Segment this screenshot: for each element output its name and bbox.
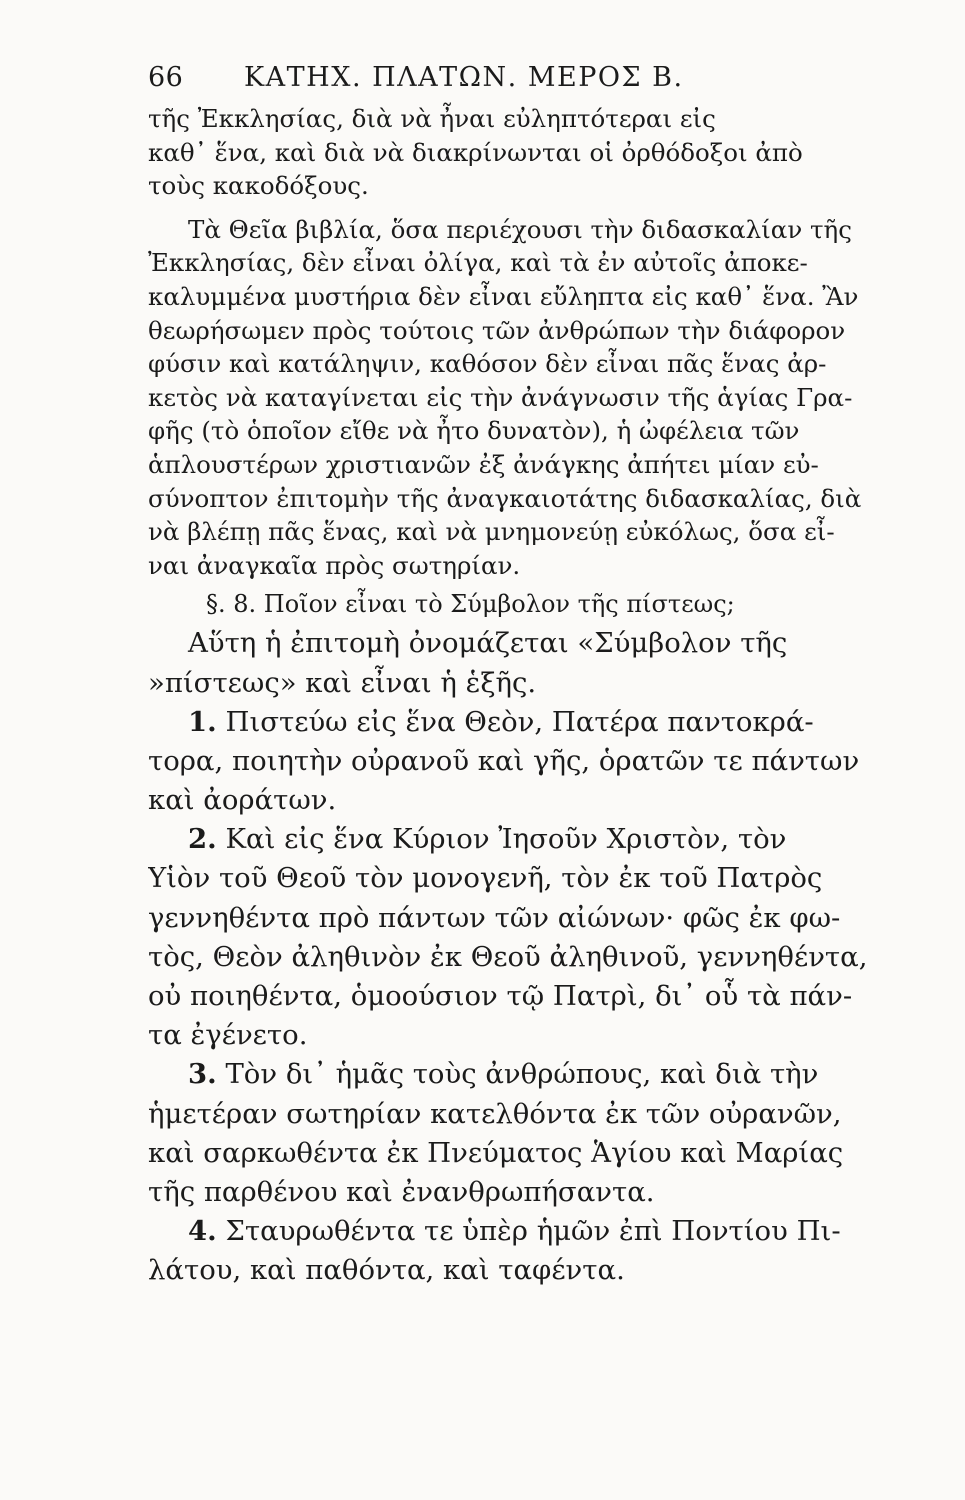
text-line: ἁπλουστέρων χριστιανῶν ἐξ ἀνάγκης ἀπήτει μίαν εὐ- <box>148 449 819 479</box>
text-line: ἡμετέραν σωτηρίαν κατελθόντα ἐκ τῶν οὐρανῶν, <box>148 1097 842 1130</box>
text-line: νὰ βλέπῃ πᾶς ἕνας, καὶ νὰ μνημονεύῃ εὐκόλως, ὅσα εἶ- <box>148 517 835 547</box>
creed-block <box>148 624 878 1290</box>
text-line: θεωρήσωμεν πρὸς τούτοις τῶν ἀνθρώπων τὴν διάφορον <box>148 315 846 345</box>
creed-article-1 <box>148 703 878 742</box>
text-line: οὐ ποιηθέντα, ὁμοούσιον τῷ Πατρὶ, δι᾽ οὗ τὰ πάν- <box>148 980 853 1012</box>
text-line: τὸς, Θεὸν ἀληθινὸν ἐκ Θεοῦ ἀληθινοῦ, γεννηθέντα, <box>148 940 868 973</box>
running-title: ΚΑΤΗΧ. ΠΛΑΤΩΝ. ΜΕΡΟΣ Β. <box>244 62 684 93</box>
article-number: 4. <box>188 1215 217 1248</box>
text-line: καὶ ἀοράτων. <box>148 784 337 817</box>
article-number: 1. <box>188 705 217 738</box>
text-line: κετὸς νὰ καταγίνεται εἰς τὴν ἀνάγνωσιν τῆς ἁγίας Γρα- <box>148 382 853 412</box>
text-line: Τὸν δι᾽ ἡμᾶς τοὺς ἀνθρώπους, καὶ διὰ τὴν <box>225 1058 819 1091</box>
answer-line: »πίστεως» καὶ εἶναι ἡ ἑξῆς. <box>148 666 537 699</box>
book-page <box>148 62 878 1291</box>
creed-article-4 <box>148 1212 878 1251</box>
answer-line: Αὕτη ἡ ἐπιτομὴ ὀνομάζεται «Σύμβολον τῆς <box>188 627 788 660</box>
page-number: 66 <box>148 62 184 93</box>
text-line: τα ἐγένετο. <box>148 1019 308 1052</box>
text-line: καλυμμένα μυστήρια δὲν εἶναι εὔληπτα εἰς καθ᾽ ἕνα. Ἂν <box>148 281 859 311</box>
text-line: Καὶ εἰς ἕνα Κύριον Ἰησοῦν Χριστὸν, τὸν <box>225 823 787 856</box>
text-line: ναι ἀναγκαῖα πρὸς σωτηρίαν. <box>148 550 521 580</box>
text-line: τοὺς κακοδόξους. <box>148 171 369 201</box>
article-number: 2. <box>188 823 217 856</box>
text-line: φῆς (τὸ ὁποῖον εἴθε νὰ ἦτο δυνατὸν), ἡ ὠφέλεια τῶν <box>148 416 800 446</box>
text-line: γεννηθέντα πρὸ πάντων τῶν αἰώνων· φῶς ἐκ φω- <box>148 901 841 934</box>
text-line: λάτου, καὶ παθόντα, καὶ ταφέντα. <box>148 1254 625 1287</box>
text-line: Πιστεύω εἰς ἕνα Θεὸν, Πατέρα παντοκρά- <box>225 705 814 738</box>
paragraph-block <box>148 213 878 583</box>
text-line: τῆς παρθένου καὶ ἐνανθρωπήσαντα. <box>148 1175 655 1208</box>
text-line: τῆς Ἐκκλησίας, διὰ νὰ ἦναι εὐληπτότεραι εἰς <box>148 104 716 133</box>
intro-block <box>148 102 878 203</box>
running-head <box>148 62 878 102</box>
section-heading: §. 8. Ποῖον εἶναι τὸ Σύμβολον τῆς πίστεως; <box>206 590 735 619</box>
text-line: Τὰ Θεῖα βιβλία, ὅσα περιέχουσι τὴν διδασκαλίαν τῆς <box>188 214 852 244</box>
text-line: καὶ σαρκωθέντα ἐκ Πνεύματος Ἁγίου καὶ Μαρίας <box>148 1136 844 1169</box>
text-line: καθ᾽ ἕνα, καὶ διὰ νὰ διακρίνωνται οἱ ὀρθόδοξοι ἀπὸ <box>148 137 803 167</box>
text-line: σύνοπτον ἐπιτομὴν τῆς ἀναγκαιοτάτης διδασκαλίας, διὰ <box>148 483 862 513</box>
creed-article-3 <box>148 1055 878 1094</box>
article-number: 3. <box>188 1058 217 1091</box>
text-line: Υἱὸν τοῦ Θεοῦ τὸν μονογενῆ, τὸν ἐκ τοῦ Πατρὸς <box>148 862 823 895</box>
text-line: Σταυρωθέντα τε ὑπὲρ ἡμῶν ἐπὶ Ποντίου Πι- <box>225 1215 841 1248</box>
text-line: Ἐκκλησίας, δὲν εἶναι ὀλίγα, καὶ τὰ ἐν αὐτοῖς ἀποκε- <box>148 248 808 278</box>
text-line: τορα, ποιητὴν οὐρανοῦ καὶ γῆς, ὁρατῶν τε πάντων <box>148 744 860 777</box>
text-line: φύσιν καὶ κατάληψιν, καθόσον δὲν εἶναι πᾶς ἕνας ἀρ- <box>148 349 827 379</box>
creed-article-2 <box>148 820 878 859</box>
